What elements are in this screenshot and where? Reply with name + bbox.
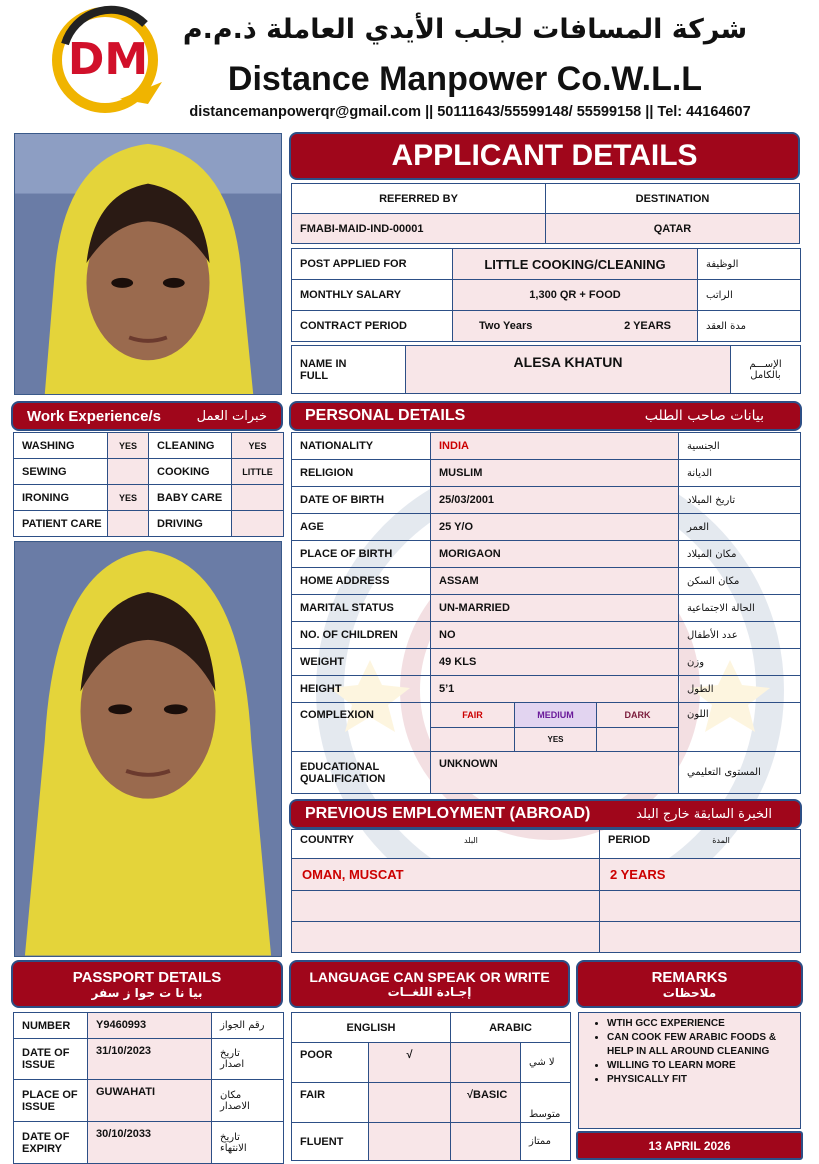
passport-title-en: PASSPORT DETAILS bbox=[72, 968, 222, 986]
remarks-date: 13 APRIL 2026 bbox=[576, 1131, 803, 1160]
skill-label: PATIENT CARE bbox=[14, 511, 108, 537]
work-experience-table bbox=[13, 432, 284, 537]
skill-value bbox=[232, 485, 284, 511]
personal-label-ar: مكان الميلاد bbox=[679, 541, 801, 568]
complexion-selected: YES bbox=[515, 728, 597, 752]
destination-value: QATAR bbox=[546, 214, 800, 244]
personal-title-en: PERSONAL DETAILS bbox=[305, 407, 466, 424]
company-name-ar: شركة المسافات لجلب الأيدي العاملة ذ.م.م bbox=[182, 14, 748, 45]
remarks-list bbox=[607, 1017, 794, 1087]
applicant-photo-full bbox=[14, 541, 282, 957]
passport-issue-place: GUWAHATI bbox=[88, 1080, 212, 1122]
passport-number: Y9460993 bbox=[88, 1013, 212, 1039]
personal-value: 49 KLS bbox=[431, 649, 679, 676]
period-label: PERIOD bbox=[608, 834, 651, 846]
complexion-fair: FAIR bbox=[431, 703, 515, 728]
company-contact: distancemanpowerqr@gmail.com || 50111643/55599148/ 55599158 || Tel: 44164607 bbox=[189, 104, 751, 120]
contract-label-ar: مدة العقد bbox=[698, 311, 801, 342]
language-level-label-ar: متوسط bbox=[521, 1083, 571, 1123]
name-label-2: FULL bbox=[300, 369, 329, 382]
remarks-title-ar: ملاحظات bbox=[662, 985, 717, 1000]
passport-label: EXPIRY bbox=[22, 1142, 62, 1155]
remark-item: • WTIH GCC EXPERIENCE bbox=[607, 1017, 794, 1031]
personal-label: PLACE OF BIRTH bbox=[292, 541, 431, 568]
personal-label-ar: مكان السكن bbox=[679, 568, 801, 595]
personal-label-ar: الحالة الاجتماعية bbox=[679, 595, 801, 622]
personal-label-ar: الجنسية bbox=[679, 433, 801, 460]
english-level bbox=[369, 1083, 451, 1123]
passport-table bbox=[13, 1012, 284, 1164]
skill-value: YES bbox=[108, 433, 149, 459]
language-title bbox=[289, 960, 570, 1008]
applicant-details-title: APPLICANT DETAILS bbox=[289, 132, 800, 180]
contract-label: CONTRACT PERIOD bbox=[292, 311, 453, 342]
english-header: ENGLISH bbox=[292, 1013, 451, 1043]
post-value: LITTLE COOKING/CLEANING bbox=[453, 249, 698, 280]
work-experience-title bbox=[11, 401, 283, 431]
previous-title-en: PREVIOUS EMPLOYMENT (ABROAD) bbox=[305, 805, 591, 822]
language-level-label-ar: لا شي bbox=[521, 1043, 571, 1083]
previous-title-ar: الخبرة السابقة خارج البلد bbox=[636, 806, 772, 822]
personal-value: ASSAM bbox=[431, 568, 679, 595]
language-title-en: LANGUAGE CAN SPEAK OR WRITE bbox=[309, 969, 550, 985]
arabic-level bbox=[451, 1043, 521, 1083]
personal-value: UN-MARRIED bbox=[431, 595, 679, 622]
skill-label: BABY CARE bbox=[149, 485, 232, 511]
english-level bbox=[369, 1123, 451, 1161]
passport-label: ISSUE bbox=[22, 1100, 56, 1113]
language-level-label: FLUENT bbox=[292, 1123, 369, 1161]
remark-item: • WILLING TO LEARN MORE bbox=[607, 1059, 794, 1073]
previous-employment-title bbox=[289, 799, 802, 829]
name-table bbox=[291, 345, 801, 394]
complexion-label: COMPLEXION bbox=[292, 703, 431, 752]
complexion-dark: DARK bbox=[597, 703, 679, 728]
education-label-ar: المستوى التعليمي bbox=[679, 752, 801, 794]
passport-label-ar: مكان الاصدار bbox=[212, 1080, 284, 1122]
skill-label: WASHING bbox=[14, 433, 108, 459]
personal-title-ar: بيانات صاحب الطلب bbox=[644, 408, 764, 424]
passport-label: DATE OF bbox=[22, 1130, 70, 1143]
skill-value bbox=[108, 511, 149, 537]
personal-value: 25 Y/O bbox=[431, 514, 679, 541]
passport-label: NUMBER bbox=[22, 1019, 71, 1032]
referral-table bbox=[291, 183, 800, 244]
work-title-en: Work Experience/s bbox=[27, 407, 161, 425]
arabic-header: ARABIC bbox=[451, 1013, 571, 1043]
salary-label: MONTHLY SALARY bbox=[292, 280, 453, 311]
personal-value: 25/03/2001 bbox=[431, 487, 679, 514]
personal-label: RELIGION bbox=[292, 460, 431, 487]
passport-issue-date: 31/10/2023 bbox=[88, 1039, 212, 1080]
destination-label: DESTINATION bbox=[546, 184, 800, 214]
skill-value: YES bbox=[232, 433, 284, 459]
remark-item: • CAN COOK FEW ARABIC FOODS & HELP IN ALL AROUND CLEANING bbox=[607, 1031, 794, 1059]
logo-text: DM bbox=[67, 34, 149, 85]
name-label-ar-1: الإســـم bbox=[749, 358, 782, 370]
salary-label-ar: الراتب bbox=[698, 280, 801, 311]
personal-label-ar: تاريخ الميلاد bbox=[679, 487, 801, 514]
remarks-title bbox=[576, 960, 803, 1008]
personal-label: DATE OF BIRTH bbox=[292, 487, 431, 514]
personal-label: AGE bbox=[292, 514, 431, 541]
previous-employment-table bbox=[291, 829, 801, 953]
english-level: √ bbox=[369, 1043, 451, 1083]
skill-label: SEWING bbox=[14, 459, 108, 485]
language-title-ar: إجـادة اللغــات bbox=[387, 985, 472, 999]
skill-value bbox=[108, 459, 149, 485]
passport-expiry-date: 30/10/2033 bbox=[88, 1122, 212, 1164]
arabic-level: √BASIC bbox=[451, 1083, 521, 1123]
contract-value: 2 YEARS bbox=[624, 320, 671, 332]
personal-label-ar: وزن bbox=[679, 649, 801, 676]
personal-label-ar: الديانة bbox=[679, 460, 801, 487]
personal-value: INDIA bbox=[431, 433, 679, 460]
personal-label: NO. OF CHILDREN bbox=[292, 622, 431, 649]
referred-by-value: FMABI-MAID-IND-00001 bbox=[292, 214, 546, 244]
education-label-1: EDUCATIONAL bbox=[300, 760, 380, 773]
complexion-medium: MEDIUM bbox=[515, 703, 597, 728]
remark-item: • PHYSICALLY FIT bbox=[607, 1073, 794, 1087]
skill-label: COOKING bbox=[149, 459, 232, 485]
applicant-name: ALESA KHATUN bbox=[406, 346, 731, 394]
education-value: UNKNOWN bbox=[431, 752, 679, 794]
skill-label: IRONING bbox=[14, 485, 108, 511]
passport-details-title bbox=[11, 960, 283, 1008]
personal-value: MUSLIM bbox=[431, 460, 679, 487]
passport-title-ar: بيا نا ت جوا ز سفر bbox=[91, 985, 203, 1000]
personal-label-ar: عدد الأطفال bbox=[679, 622, 801, 649]
remarks-box bbox=[578, 1012, 801, 1129]
personal-label-ar: العمر bbox=[679, 514, 801, 541]
job-table bbox=[291, 248, 801, 342]
arabic-level bbox=[451, 1123, 521, 1161]
skill-value bbox=[232, 511, 284, 537]
referred-by-label: REFERRED BY bbox=[292, 184, 546, 214]
skill-value: YES bbox=[108, 485, 149, 511]
name-label-1: NAME IN bbox=[300, 357, 347, 370]
complexion-label-ar: اللون bbox=[679, 703, 801, 752]
country-label-ar: البلد bbox=[463, 836, 478, 845]
language-level-label: FAIR bbox=[292, 1083, 369, 1123]
personal-label: NATIONALITY bbox=[292, 433, 431, 460]
salary-value: 1,300 QR + FOOD bbox=[453, 280, 698, 311]
personal-label: WEIGHT bbox=[292, 649, 431, 676]
language-level-label: POOR bbox=[292, 1043, 369, 1083]
passport-label-ar: تاريخ اصدار bbox=[212, 1039, 284, 1080]
skill-label: CLEANING bbox=[149, 433, 232, 459]
personal-value: NO bbox=[431, 622, 679, 649]
company-name-en: Distance Manpower Co.W.L.L bbox=[227, 60, 703, 98]
language-table bbox=[291, 1012, 571, 1161]
remarks-title-en: REMARKS bbox=[651, 968, 728, 986]
post-label: POST APPLIED FOR bbox=[292, 249, 453, 280]
personal-value: MORIGAON bbox=[431, 541, 679, 568]
previous-country: OMAN, MUSCAT bbox=[292, 859, 600, 891]
period-label-ar: المدة bbox=[712, 836, 730, 845]
work-title-ar: خبرات العمل bbox=[196, 408, 267, 424]
personal-label: HOME ADDRESS bbox=[292, 568, 431, 595]
passport-label-ar: تاريخ الانتهاء bbox=[212, 1122, 284, 1164]
name-label-ar-2: بالكامل bbox=[750, 369, 781, 381]
personal-details-table bbox=[291, 432, 801, 794]
passport-label-ar: رقم الجواز bbox=[212, 1013, 284, 1039]
passport-label: PLACE OF bbox=[22, 1088, 78, 1101]
language-level-label-ar: ممتاز bbox=[521, 1123, 571, 1161]
personal-label: HEIGHT bbox=[292, 676, 431, 703]
contract-value-words: Two Years bbox=[479, 320, 533, 332]
previous-period: 2 YEARS bbox=[600, 859, 801, 891]
skill-value: LITTLE bbox=[232, 459, 284, 485]
company-logo bbox=[50, 4, 168, 114]
applicant-photo-top bbox=[14, 133, 282, 395]
passport-label: ISSUE bbox=[22, 1059, 56, 1071]
passport-label: DATE OF bbox=[22, 1047, 70, 1059]
personal-details-title bbox=[289, 401, 802, 431]
education-label-2: QUALIFICATION bbox=[300, 772, 386, 785]
skill-label: DRIVING bbox=[149, 511, 232, 537]
personal-value: 5’1 bbox=[431, 676, 679, 703]
personal-label: MARITAL STATUS bbox=[292, 595, 431, 622]
post-label-ar: الوظيفة bbox=[698, 249, 801, 280]
personal-label-ar: الطول bbox=[679, 676, 801, 703]
country-label: COUNTRY bbox=[300, 834, 354, 846]
